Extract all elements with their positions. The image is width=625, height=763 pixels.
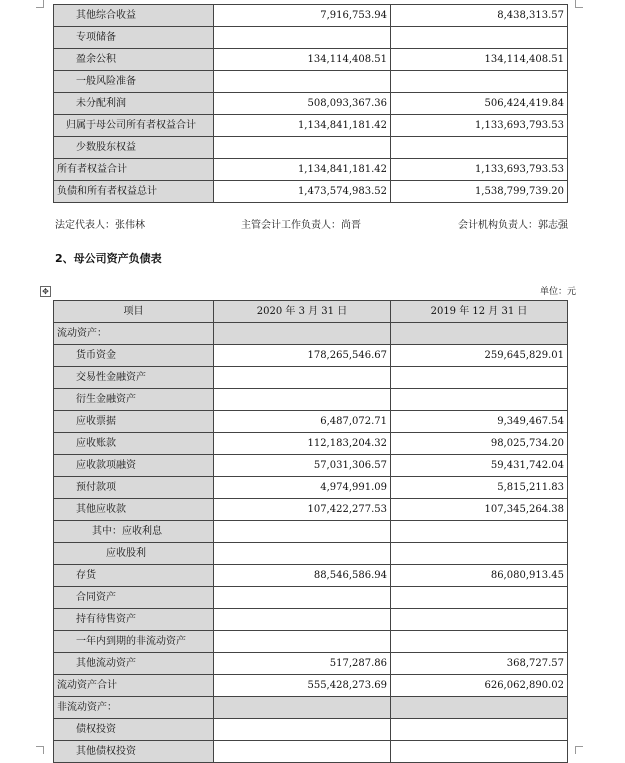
table-row bbox=[54, 71, 568, 93]
row-label: 货币资金 bbox=[54, 345, 214, 367]
row-label: 一般风险准备 bbox=[54, 71, 214, 93]
row-label: 应收票据 bbox=[54, 411, 214, 433]
row-label: 其他债权投资 bbox=[54, 741, 214, 763]
table-row bbox=[54, 93, 568, 115]
row-label: 持有待售资产 bbox=[54, 609, 214, 631]
value-prior-period: 9,349,467.54 bbox=[391, 411, 568, 433]
value-current-period bbox=[214, 719, 391, 741]
table-row bbox=[54, 477, 568, 499]
header-current-period: 2020 年 3 月 31 日 bbox=[214, 301, 391, 323]
table-row bbox=[54, 411, 568, 433]
accounting-org-head-signature: 会计机构负责人：郭志强 bbox=[458, 220, 568, 231]
value-current-period: 1,134,841,181.42 bbox=[214, 115, 391, 137]
row-label: 归属于母公司所有者权益合计 bbox=[54, 115, 214, 137]
value-prior-period: 626,062,890.02 bbox=[391, 675, 568, 697]
table-row bbox=[54, 719, 568, 741]
value-prior-period: 8,438,313.57 bbox=[391, 5, 568, 27]
value-prior-period bbox=[391, 27, 568, 49]
table-row bbox=[54, 653, 568, 675]
table-row bbox=[54, 5, 568, 27]
table-row bbox=[54, 631, 568, 653]
value-current-period bbox=[214, 741, 391, 763]
value-prior-period bbox=[391, 389, 568, 411]
value-current-period bbox=[214, 389, 391, 411]
value-current-period: 88,546,586.94 bbox=[214, 565, 391, 587]
value-current-period: 1,473,574,983.52 bbox=[214, 181, 391, 203]
value-prior-period: 5,815,211.83 bbox=[391, 477, 568, 499]
accounting-head-signature: 主管会计工作负责人：尚晋 bbox=[241, 220, 361, 231]
value-current-period bbox=[214, 609, 391, 631]
value-current-period: 508,093,367.36 bbox=[214, 93, 391, 115]
value-prior-period: 368,727.57 bbox=[391, 653, 568, 675]
value-prior-period: 1,133,693,793.53 bbox=[391, 159, 568, 181]
value-prior-period bbox=[391, 741, 568, 763]
value-current-period: 107,422,277.53 bbox=[214, 499, 391, 521]
value-prior-period bbox=[391, 543, 568, 565]
unit-label: 单位：元 bbox=[540, 287, 577, 297]
value-prior-period: 1,133,693,793.53 bbox=[391, 115, 568, 137]
value-prior-period bbox=[391, 137, 568, 159]
value-prior-period: 259,645,829.01 bbox=[391, 345, 568, 367]
row-label: 其他综合收益 bbox=[54, 5, 214, 27]
header-item: 项目 bbox=[54, 301, 214, 323]
row-label: 应收账款 bbox=[54, 433, 214, 455]
table-row bbox=[54, 741, 568, 763]
table-row bbox=[54, 345, 568, 367]
value-current-period: 4,974,991.09 bbox=[214, 477, 391, 499]
row-label: 应收款项融资 bbox=[54, 455, 214, 477]
row-label: 少数股东权益 bbox=[54, 137, 214, 159]
value-prior-period bbox=[391, 323, 568, 345]
table-row bbox=[54, 565, 568, 587]
value-current-period bbox=[214, 71, 391, 93]
value-current-period bbox=[214, 323, 391, 345]
table-header-row bbox=[54, 301, 568, 323]
value-current-period: 517,287.86 bbox=[214, 653, 391, 675]
row-label: 盈余公积 bbox=[54, 49, 214, 71]
table-row bbox=[54, 521, 568, 543]
parent-balance-sheet-table bbox=[53, 300, 568, 763]
value-current-period bbox=[214, 367, 391, 389]
value-prior-period: 98,025,734.20 bbox=[391, 433, 568, 455]
table-row bbox=[54, 323, 568, 345]
value-prior-period bbox=[391, 71, 568, 93]
table-row bbox=[54, 115, 568, 137]
value-prior-period bbox=[391, 719, 568, 741]
table-row bbox=[54, 697, 568, 719]
table-move-handle-icon[interactable]: ✥ bbox=[40, 286, 51, 297]
value-current-period: 57,031,306.57 bbox=[214, 455, 391, 477]
table-row bbox=[54, 609, 568, 631]
value-prior-period bbox=[391, 609, 568, 631]
consolidated-equity-table bbox=[53, 4, 568, 203]
value-prior-period bbox=[391, 587, 568, 609]
value-current-period bbox=[214, 27, 391, 49]
value-prior-period: 506,424,419.84 bbox=[391, 93, 568, 115]
value-current-period bbox=[214, 631, 391, 653]
row-label: 流动资产合计 bbox=[54, 675, 214, 697]
value-prior-period bbox=[391, 631, 568, 653]
margin-mark-top-left bbox=[36, 0, 44, 8]
value-current-period: 555,428,273.69 bbox=[214, 675, 391, 697]
value-current-period bbox=[214, 697, 391, 719]
row-label: 非流动资产： bbox=[54, 697, 214, 719]
margin-mark-bottom-left bbox=[36, 746, 44, 754]
row-label: 预付款项 bbox=[54, 477, 214, 499]
row-label: 存货 bbox=[54, 565, 214, 587]
row-label: 交易性金融资产 bbox=[54, 367, 214, 389]
row-label: 一年内到期的非流动资产 bbox=[54, 631, 214, 653]
value-prior-period: 107,345,264.38 bbox=[391, 499, 568, 521]
value-current-period bbox=[214, 587, 391, 609]
legal-representative-signature: 法定代表人：张伟林 bbox=[55, 220, 145, 231]
table-row bbox=[54, 389, 568, 411]
table-row bbox=[54, 587, 568, 609]
row-label: 其他流动资产 bbox=[54, 653, 214, 675]
value-prior-period bbox=[391, 367, 568, 389]
value-current-period: 178,265,546.67 bbox=[214, 345, 391, 367]
value-current-period: 6,487,072.71 bbox=[214, 411, 391, 433]
table-row bbox=[54, 543, 568, 565]
value-prior-period bbox=[391, 521, 568, 543]
value-current-period bbox=[214, 137, 391, 159]
value-prior-period bbox=[391, 697, 568, 719]
row-label: 衍生金融资产 bbox=[54, 389, 214, 411]
header-prior-period: 2019 年 12 月 31 日 bbox=[391, 301, 568, 323]
row-label: 债权投资 bbox=[54, 719, 214, 741]
table-row bbox=[54, 137, 568, 159]
row-label: 其他应收款 bbox=[54, 499, 214, 521]
row-label: 未分配利润 bbox=[54, 93, 214, 115]
row-label: 应收股利 bbox=[54, 543, 214, 565]
row-label: 合同资产 bbox=[54, 587, 214, 609]
value-current-period: 1,134,841,181.42 bbox=[214, 159, 391, 181]
table-row bbox=[54, 181, 568, 203]
value-prior-period: 59,431,742.04 bbox=[391, 455, 568, 477]
row-label: 流动资产： bbox=[54, 323, 214, 345]
value-current-period: 112,183,204.32 bbox=[214, 433, 391, 455]
value-current-period bbox=[214, 521, 391, 543]
value-current-period: 134,114,408.51 bbox=[214, 49, 391, 71]
row-label: 专项储备 bbox=[54, 27, 214, 49]
table-row bbox=[54, 455, 568, 477]
value-prior-period: 86,080,913.45 bbox=[391, 565, 568, 587]
value-current-period bbox=[214, 543, 391, 565]
table-row bbox=[54, 49, 568, 71]
row-label: 所有者权益合计 bbox=[54, 159, 214, 181]
section-title: 2、母公司资产负债表 bbox=[55, 252, 162, 265]
table-row bbox=[54, 499, 568, 521]
value-prior-period: 134,114,408.51 bbox=[391, 49, 568, 71]
table-row bbox=[54, 367, 568, 389]
value-prior-period: 1,538,799,739.20 bbox=[391, 181, 568, 203]
margin-mark-bottom-right bbox=[575, 746, 583, 754]
table-row bbox=[54, 675, 568, 697]
value-current-period: 7,916,753.94 bbox=[214, 5, 391, 27]
table-row bbox=[54, 159, 568, 181]
row-label: 负债和所有者权益总计 bbox=[54, 181, 214, 203]
table-row bbox=[54, 433, 568, 455]
margin-mark-top-right bbox=[575, 0, 583, 8]
row-label: 其中：应收利息 bbox=[54, 521, 214, 543]
table-row bbox=[54, 27, 568, 49]
